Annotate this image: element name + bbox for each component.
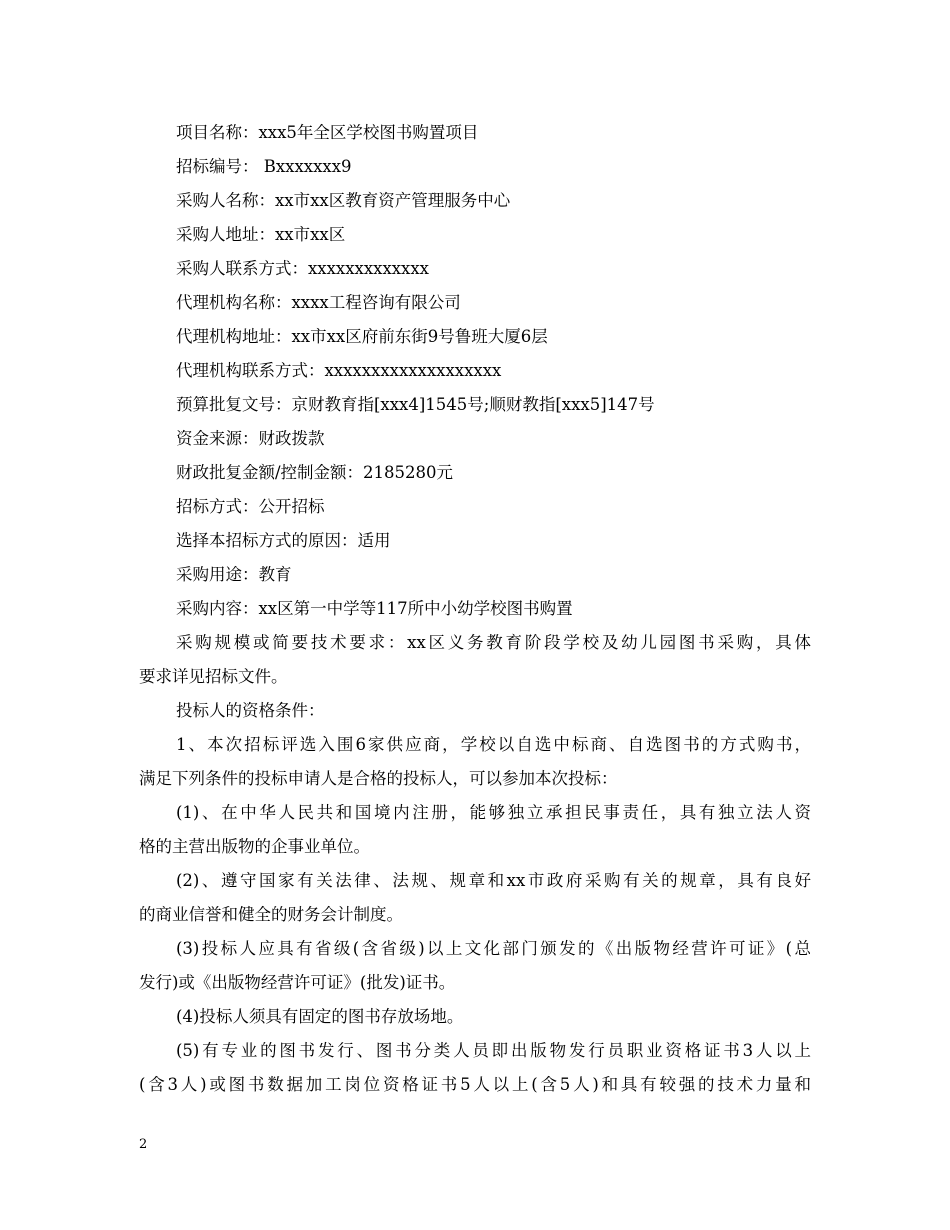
qualification-heading: 投标人的资格条件： — [176, 701, 325, 720]
tender-number-line: 招标编号： Bxxxxxxx9 — [176, 157, 352, 176]
qualification-sub-3-line: (3)投标人应具有省级(含省级)以上文化部门颁发的《出版物经营许可证》(总 — [176, 939, 811, 958]
qualification-sub-2-line: (2)、遵守国家有关法律、法规、规章和xx市政府采购有关的规章，具有良好 — [176, 871, 811, 890]
fund-source-line: 资金来源：财政拨款 — [176, 429, 325, 448]
agency-address-line: 代理机构地址：xx市xx区府前东街9号鲁班大厦6层 — [176, 327, 548, 346]
page-number: 2 — [139, 1137, 148, 1152]
qualification-sub-5-line: (5)有专业的图书发行、图书分类人员即出版物发行员职业资格证书3人以上 — [176, 1041, 811, 1060]
purchaser-contact-line: 采购人联系方式：xxxxxxxxxxxxx — [176, 259, 429, 278]
qualification-sub-3-continuation: 发行)或《出版物经营许可证》(批发)证书。 — [139, 973, 456, 992]
scope-requirements-continuation: 要求详见招标文件。 — [139, 667, 288, 686]
qualification-sub-4-line: (4)投标人须具有固定的图书存放场地。 — [176, 1007, 464, 1026]
tender-method-line: 招标方式：公开招标 — [176, 497, 325, 516]
qualification-sub-2-continuation: 的商业信誉和健全的财务会计制度。 — [139, 905, 403, 924]
method-reason-line: 选择本招标方式的原因：适用 — [176, 531, 391, 550]
qualification-item-1-continuation: 满足下列条件的投标申请人是合格的投标人，可以参加本次投标： — [139, 769, 618, 788]
purchaser-name-line: 采购人名称：xx市xx区教育资产管理服务中心 — [176, 191, 511, 210]
approved-amount-line: 财政批复金额/控制金额：2185280元 — [176, 463, 454, 482]
qualification-item-1-line: 1、本次招标评选入围6家供应商，学校以自选中标商、自选图书的方式购书， — [176, 735, 811, 754]
purchase-content-line: 采购内容：xx区第一中学等117所中小幼学校图书购置 — [176, 599, 573, 618]
agency-name-line: 代理机构名称：xxxx工程咨询有限公司 — [176, 293, 461, 312]
project-name-line: 项目名称：xxx5年全区学校图书购置项目 — [176, 123, 479, 142]
qualification-sub-1-continuation: 格的主营出版物的企事业单位。 — [139, 837, 370, 856]
agency-contact-line: 代理机构联系方式：xxxxxxxxxxxxxxxxxxx — [176, 361, 502, 380]
purchaser-address-line: 采购人地址：xx市xx区 — [176, 225, 346, 244]
qualification-sub-1-line: (1)、在中华人民共和国境内注册，能够独立承担民事责任，具有独立法人资 — [176, 803, 811, 822]
purchase-purpose-line: 采购用途：教育 — [176, 565, 292, 584]
budget-approval-line: 预算批复文号：京财教育指[xxx4]1545号;顺财教指[xxx5]147号 — [176, 395, 655, 414]
document-body — [139, 116, 811, 1102]
scope-requirements-line: 采购规模或简要技术要求：xx区义务教育阶段学校及幼儿园图书采购，具体 — [176, 633, 811, 652]
qualification-sub-5-continuation: (含3人)或图书数据加工岗位资格证书5人以上(含5人)和具有较强的技术力量和 — [139, 1075, 811, 1094]
